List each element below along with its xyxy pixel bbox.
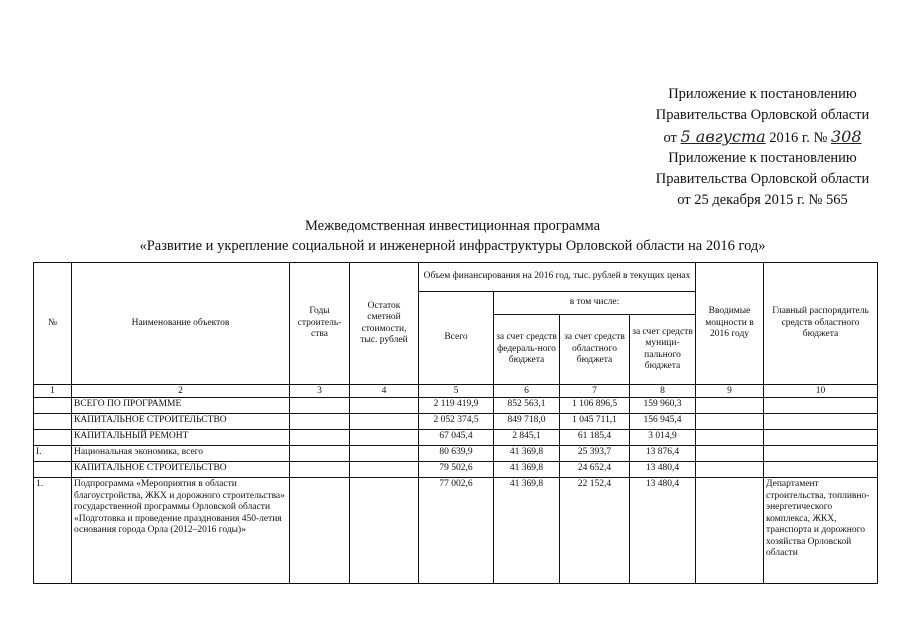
header-line-date xyxy=(630,126,895,149)
previous-resolution-header xyxy=(630,148,895,211)
col-header-capacity: Вводимые мощности в 2016 году xyxy=(696,263,764,385)
current-resolution-header xyxy=(630,84,895,149)
column-number: 9 xyxy=(696,385,764,398)
cell-regional: 25 393,7 xyxy=(560,446,630,462)
cell-total: 77 002,6 xyxy=(419,478,494,584)
column-number: 7 xyxy=(560,385,630,398)
column-number: 8 xyxy=(630,385,696,398)
table-row xyxy=(34,478,878,584)
cell-years xyxy=(290,414,350,430)
handwritten-date: 5 августа xyxy=(680,127,766,146)
cell-regional: 22 152,4 xyxy=(560,478,630,584)
cell-num: I. xyxy=(34,446,72,462)
cell-federal: 41 369,8 xyxy=(494,462,560,478)
cell-regional: 1 045 711,1 xyxy=(560,414,630,430)
document-title xyxy=(0,216,905,256)
cell-remainder xyxy=(350,398,419,414)
cell-manager xyxy=(764,430,878,446)
cell-years xyxy=(290,478,350,584)
cell-federal: 852 563,1 xyxy=(494,398,560,414)
cell-total: 79 502,6 xyxy=(419,462,494,478)
cell-remainder xyxy=(350,430,419,446)
col-header-regional: за счет средств областного бюджета xyxy=(560,315,630,385)
cell-manager xyxy=(764,446,878,462)
cell-municipal: 13 876,4 xyxy=(630,446,696,462)
cell-name: Национальная экономика, всего xyxy=(72,446,290,462)
number-label: № xyxy=(813,130,828,146)
cell-num xyxy=(34,414,72,430)
cell-manager xyxy=(764,414,878,430)
column-number: 3 xyxy=(290,385,350,398)
date-year: 2016 г. xyxy=(769,130,810,146)
cell-name: ВСЕГО ПО ПРОГРАММЕ xyxy=(72,398,290,414)
handwritten-number: 308 xyxy=(830,127,862,146)
cell-regional: 24 652,4 xyxy=(560,462,630,478)
cell-municipal: 156 945,4 xyxy=(630,414,696,430)
col-header-remainder: Остаток сметной стоимости, тыс. рублей xyxy=(350,263,419,385)
cell-num xyxy=(34,398,72,414)
column-number: 1 xyxy=(34,385,72,398)
cell-regional: 1 106 896,5 xyxy=(560,398,630,414)
investment-program-table xyxy=(33,262,878,584)
cell-total: 2 119 419,9 xyxy=(419,398,494,414)
cell-municipal: 3 014,9 xyxy=(630,430,696,446)
cell-remainder xyxy=(350,462,419,478)
col-header-including: в том числе: xyxy=(494,292,696,315)
title-line-1: Межведомственная инвестиционная программа xyxy=(304,218,601,234)
col-header-federal: за счет средств федераль-ного бюджета xyxy=(494,315,560,385)
cell-federal: 41 369,8 xyxy=(494,446,560,462)
table-row xyxy=(34,430,878,446)
date-prefix: от xyxy=(663,130,677,146)
cell-name: КАПИТАЛЬНЫЙ РЕМОНТ xyxy=(72,430,290,446)
cell-capacity xyxy=(696,398,764,414)
column-number: 2 xyxy=(72,385,290,398)
cell-capacity xyxy=(696,478,764,584)
cell-total: 80 639,9 xyxy=(419,446,494,462)
cell-name: КАПИТАЛЬНОЕ СТРОИТЕЛЬСТВО xyxy=(72,462,290,478)
cell-capacity xyxy=(696,430,764,446)
column-number: 4 xyxy=(350,385,419,398)
cell-federal: 849 718,0 xyxy=(494,414,560,430)
cell-remainder xyxy=(350,414,419,430)
cell-manager xyxy=(764,462,878,478)
cell-capacity xyxy=(696,446,764,462)
column-number: 10 xyxy=(764,385,878,398)
prev-header-line-government: Правительства Орловской области xyxy=(655,171,870,187)
cell-capacity xyxy=(696,462,764,478)
header-line-government: Правительства Орловской области xyxy=(655,107,870,123)
cell-num xyxy=(34,430,72,446)
cell-municipal: 159 960,3 xyxy=(630,398,696,414)
cell-num: 1. xyxy=(34,478,72,584)
col-header-total: Всего xyxy=(419,292,494,385)
cell-years xyxy=(290,462,350,478)
cell-total: 67 045,4 xyxy=(419,430,494,446)
cell-total: 2 052 374,5 xyxy=(419,414,494,430)
cell-name: КАПИТАЛЬНОЕ СТРОИТЕЛЬСТВО xyxy=(72,414,290,430)
prev-header-line-date: от 25 декабря 2015 г. № 565 xyxy=(677,192,848,208)
cell-manager: Департамент строительства, топливно-энергетического комплекса, ЖКХ, транспорта и дорожного хозяйства Орловской области xyxy=(764,478,878,584)
col-header-financing: Объем финансирования на 2016 год, тыс. рублей в текущих ценах xyxy=(419,263,696,292)
cell-federal: 2 845,1 xyxy=(494,430,560,446)
col-header-municipal: за счет средств муници-пального бюджета xyxy=(630,315,696,385)
table-row xyxy=(34,446,878,462)
cell-name: Подпрограмма «Мероприятия в области благоустройства, ЖКХ и дорожного строительства» государственной программы Орловской области «Подготовка и проведение празднования 450-летия основания города Орла (2012–2016 годы)» xyxy=(72,478,290,584)
cell-years xyxy=(290,430,350,446)
col-header-years: Годы строитель-ства xyxy=(290,263,350,385)
cell-years xyxy=(290,398,350,414)
cell-federal: 41 369,8 xyxy=(494,478,560,584)
cell-municipal: 13 480,4 xyxy=(630,478,696,584)
col-header-name: Наименование объектов xyxy=(72,263,290,385)
cell-num xyxy=(34,462,72,478)
col-header-manager: Главный распорядитель средств областного бюджета xyxy=(764,263,878,385)
cell-remainder xyxy=(350,446,419,462)
table-row xyxy=(34,462,878,478)
col-header-num: № xyxy=(34,263,72,385)
header-line-appendix: Приложение к постановлению xyxy=(668,86,857,102)
column-number-row xyxy=(34,385,878,398)
table-row xyxy=(34,398,878,414)
cell-municipal: 13 480,4 xyxy=(630,462,696,478)
cell-capacity xyxy=(696,414,764,430)
title-line-2: «Развитие и укрепление социальной и инженерной инфраструктуры Орловской области на 2016 год» xyxy=(139,238,766,254)
cell-remainder xyxy=(350,478,419,584)
prev-header-line-appendix: Приложение к постановлению xyxy=(668,150,857,166)
column-number: 6 xyxy=(494,385,560,398)
cell-regional: 61 185,4 xyxy=(560,430,630,446)
cell-manager xyxy=(764,398,878,414)
cell-years xyxy=(290,446,350,462)
column-number: 5 xyxy=(419,385,494,398)
table-row xyxy=(34,414,878,430)
